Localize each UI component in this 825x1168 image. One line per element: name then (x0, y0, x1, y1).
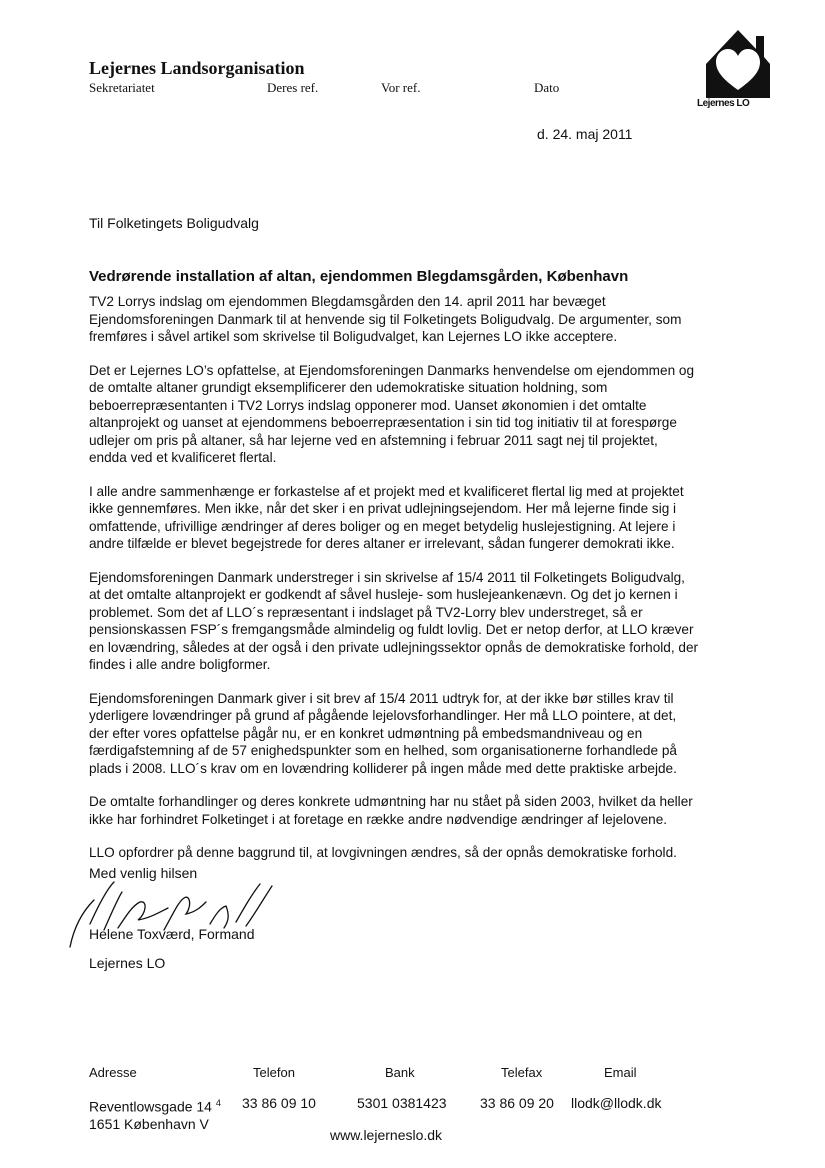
address-floor: 4 (215, 1098, 221, 1108)
footer-phone: 33 86 09 10 (242, 1095, 316, 1111)
footer-phone-label: Telefon (253, 1065, 295, 1080)
paragraph: TV2 Lorrys indslag om ejendommen Blegdamsgården den 14. april 2011 har bevæget Ejendomsforeningen Danmark til at henvende sig til Folketingets Boligudvalg. De argumenter, som fremføres i såvel artikel som skrivelse til Boligudvalget, kan Lejernes LO ikke acceptere. (89, 294, 682, 344)
closing: Med venlig hilsen (89, 865, 198, 881)
footer-bank-label: Bank (385, 1065, 415, 1080)
paragraph: I alle andre sammenhænge er forkastelse af et projekt med et kvalificeret flertal lig med at projektet ikke gennemføres. Men ikke, når det sker i en privat udlejningsejendom. Her må lejerne finde sig i omfattende, ufrivillige ændringer af deres boliger og en meget betydelig huslejestigning. At lejere i andre tilfælde er blevet begejstrede for deres altaner er irrelevant, sådan fungerer demokrati ikke. (89, 483, 684, 551)
footer-fax: 33 86 09 20 (480, 1095, 554, 1111)
your-ref-label: Deres ref. (267, 80, 319, 95)
secretariat-label: Sekretariatet (89, 80, 155, 95)
footer-website: www.lejerneslo.dk (330, 1127, 443, 1143)
footer-email: llodk@llodk.dk (571, 1095, 662, 1111)
letter-body (89, 293, 699, 878)
subject-heading: Vedrørende installation af altan, ejendommen Blegdamsgården, København (89, 268, 629, 285)
letter-date: d. 24. maj 2011 (537, 126, 633, 142)
signer-name: Helene Toxværd, Formand (89, 926, 255, 942)
logo-text: Lejernes LO (697, 98, 750, 109)
paragraph: Ejendomsforeningen Danmark understreger i sin skrivelse af 15/4 2011 til Folketingets Boligudvalg, at det omtalte altanprojekt er godkendt af såvel husleje- som huslejeankenævn. Og det jo kernen i problemet. Som det af LLO´s repræsentant i indslaget på TV2-Lorry blev understreget, så er pensionskassen FSP´s fremgangsmåde almindelig og fuldt lovlig. Det er netop derfor, at LLO kræver en lovændring, således at der også i den private udlejningssektor opnås de demokratiske forhold, der findes i alle andre boligformer. (89, 569, 699, 672)
paragraph: Det er Lejernes LO’s opfattelse, at Ejendomsforeningen Danmarks henvendelse om ejendommen og de omtalte altaner grundigt eksemplificerer den udemokratiske situation holdning, som beboerrepræsentanten i TV2 Lorrys indslag opponerer mod. Uanset økonomien i det omtalte altanprojekt og uanset at ejendommens beboerrepræsentation i sin tid tog initiativ til at forespørge udlejer om pris på altaner, så har lejerne ved en afstemning i februar 2011 sagt nej til projektet, endda ved et kvalificeret flertal. (89, 362, 695, 465)
date-label: Dato (534, 80, 560, 95)
footer-address-label: Adresse (89, 1065, 137, 1080)
footer-address (89, 1095, 221, 1133)
footer-email-label: Email (604, 1065, 637, 1080)
paragraph: LLO opfordrer på denne baggrund til, at lovgivningen ændres, så der opnås demokratiske forhold. (89, 845, 677, 860)
paragraph: Ejendomsforeningen Danmark giver i sit brev af 15/4 2011 udtryk for, at der ikke bør stilles krav til yderligere lovændringer på grund af pågående lejelovsforhandlinger. Her må LLO pointere, at det, der efter vores opfattelse pågår nu, er en konkret udmøntning på embedsmandniveau og en færdigafstemning af de 57 enighedspunkter som en helhed, som organisationerne forhandlede på plads i 2008. LLO´s krav om en lovændring kolliderer på ingen måde med dette praktiske arbejde. (89, 690, 677, 776)
paragraph: De omtalte forhandlinger og deres konkrete udmøntning har nu stået på siden 2003, hvilket da heller ikke har forhindret Folketinget i at foretage en række andre nødvendige ændringer af lejelovene. (89, 794, 693, 827)
organization-name: Lejernes Landsorganisation (89, 58, 305, 78)
footer-bank: 5301 0381423 (357, 1095, 447, 1111)
recipient: Til Folketingets Boligudvalg (89, 215, 259, 231)
address-line-2: 1651 København V (89, 1115, 209, 1132)
signer-organization: Lejernes LO (89, 955, 166, 971)
our-ref-label: Vor ref. (381, 80, 421, 95)
footer-fax-label: Telefax (501, 1065, 543, 1080)
address-line-1: Reventlowsgade 14 (89, 1098, 212, 1115)
